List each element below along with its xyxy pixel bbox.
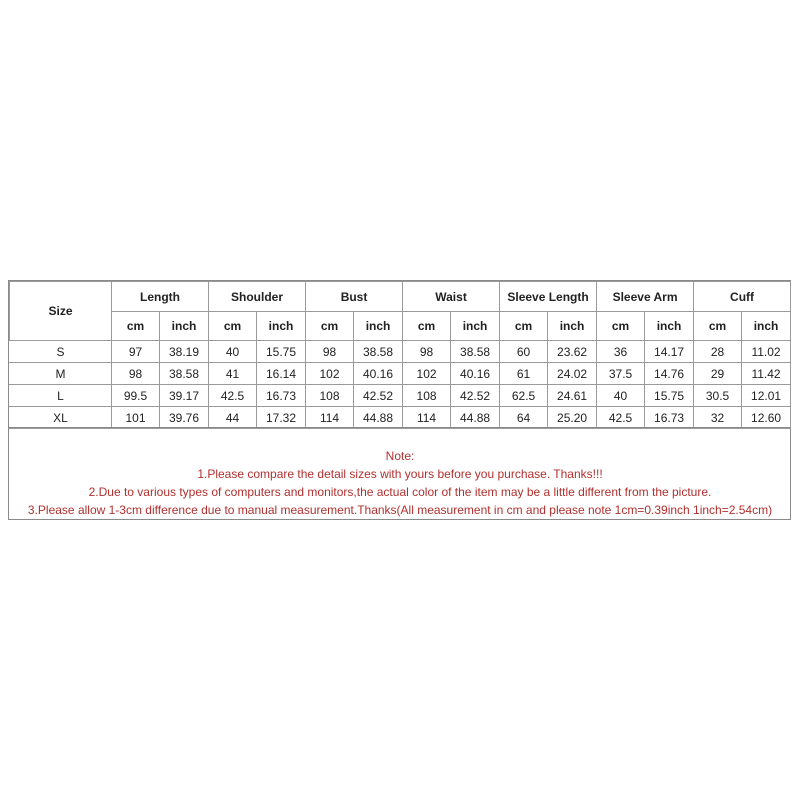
- table-cell: 102: [403, 363, 451, 385]
- table-cell: 24.61: [548, 385, 597, 407]
- table-cell: 99.5: [112, 385, 160, 407]
- table-cell: 108: [306, 385, 354, 407]
- table-cell: 102: [306, 363, 354, 385]
- table-cell: 38.19: [160, 341, 209, 363]
- unit-header-row: [10, 312, 791, 341]
- unit-header-cm: cm: [209, 312, 257, 341]
- table-row: [10, 407, 791, 429]
- group-header-length: Length: [112, 282, 209, 312]
- table-cell: 40.16: [354, 363, 403, 385]
- table-row: [10, 363, 791, 385]
- unit-header-cm: cm: [306, 312, 354, 341]
- table-cell: 12.01: [742, 385, 791, 407]
- table-cell: 16.73: [257, 385, 306, 407]
- unit-header-inch: inch: [257, 312, 306, 341]
- table-cell: 62.5: [500, 385, 548, 407]
- table-cell: 64: [500, 407, 548, 429]
- table-cell: 98: [306, 341, 354, 363]
- table-cell: 30.5: [694, 385, 742, 407]
- table-cell: 38.58: [160, 363, 209, 385]
- table-cell: 38.58: [354, 341, 403, 363]
- table-cell: 23.62: [548, 341, 597, 363]
- table-cell: 42.52: [354, 385, 403, 407]
- table-cell: 44.88: [354, 407, 403, 429]
- table-cell: 37.5: [597, 363, 645, 385]
- table-cell: 12.60: [742, 407, 791, 429]
- note-section: [9, 427, 791, 522]
- table-cell: 29: [694, 363, 742, 385]
- size-cell: L: [10, 385, 112, 407]
- table-cell: 36: [597, 341, 645, 363]
- table-cell: 42.5: [209, 385, 257, 407]
- size-header: Size: [10, 282, 112, 341]
- note-line-3: 3.Please allow 1-3cm difference due to manual measurement.Thanks(All measurement in cm and please note 1cm=0.39inch 1inch=2.54cm): [27, 503, 773, 517]
- table-cell: 16.73: [645, 407, 694, 429]
- table-cell: 98: [112, 363, 160, 385]
- table-cell: 14.76: [645, 363, 694, 385]
- table-cell: 32: [694, 407, 742, 429]
- table-row: [10, 341, 791, 363]
- table-cell: 15.75: [645, 385, 694, 407]
- unit-header-inch: inch: [548, 312, 597, 341]
- unit-header-inch: inch: [354, 312, 403, 341]
- table-cell: 40: [209, 341, 257, 363]
- table-cell: 42.52: [451, 385, 500, 407]
- unit-header-cm: cm: [694, 312, 742, 341]
- table-cell: 61: [500, 363, 548, 385]
- table-cell: 25.20: [548, 407, 597, 429]
- size-table: [9, 281, 791, 429]
- unit-header-cm: cm: [112, 312, 160, 341]
- table-cell: 42.5: [597, 407, 645, 429]
- unit-header-cm: cm: [403, 312, 451, 341]
- group-header-bust: Bust: [306, 282, 403, 312]
- table-cell: 16.14: [257, 363, 306, 385]
- table-row: [10, 385, 791, 407]
- size-cell: S: [10, 341, 112, 363]
- table-cell: 114: [403, 407, 451, 429]
- size-cell: XL: [10, 407, 112, 429]
- unit-header-inch: inch: [742, 312, 791, 341]
- table-cell: 17.32: [257, 407, 306, 429]
- table-cell: 40.16: [451, 363, 500, 385]
- table-cell: 15.75: [257, 341, 306, 363]
- unit-header-cm: cm: [597, 312, 645, 341]
- table-cell: 60: [500, 341, 548, 363]
- size-cell: M: [10, 363, 112, 385]
- group-header-shoulder: Shoulder: [209, 282, 306, 312]
- group-header-row: [10, 282, 791, 312]
- table-cell: 14.17: [645, 341, 694, 363]
- group-header-cuff: Cuff: [694, 282, 791, 312]
- table-cell: 108: [403, 385, 451, 407]
- table-cell: 11.42: [742, 363, 791, 385]
- unit-header-inch: inch: [645, 312, 694, 341]
- note-line-1: 1.Please compare the detail sizes with yours before you purchase. Thanks!!!: [197, 467, 603, 481]
- table-cell: 41: [209, 363, 257, 385]
- table-cell: 97: [112, 341, 160, 363]
- table-cell: 44.88: [451, 407, 500, 429]
- unit-header-inch: inch: [451, 312, 500, 341]
- note-line-2: 2.Due to various types of computers and monitors,the actual color of the item may be a little different from the picture.: [88, 485, 712, 499]
- group-header-sleeve-arm: Sleeve Arm: [597, 282, 694, 312]
- unit-header-cm: cm: [500, 312, 548, 341]
- table-cell: 44: [209, 407, 257, 429]
- size-chart: [8, 280, 791, 520]
- table-cell: 39.17: [160, 385, 209, 407]
- unit-header-inch: inch: [160, 312, 209, 341]
- table-cell: 38.58: [451, 341, 500, 363]
- table-cell: 39.76: [160, 407, 209, 429]
- table-cell: 101: [112, 407, 160, 429]
- table-cell: 40: [597, 385, 645, 407]
- table-cell: 28: [694, 341, 742, 363]
- group-header-sleeve-length: Sleeve Length: [500, 282, 597, 312]
- table-cell: 98: [403, 341, 451, 363]
- group-header-waist: Waist: [403, 282, 500, 312]
- table-cell: 24.02: [548, 363, 597, 385]
- table-cell: 114: [306, 407, 354, 429]
- note-title: Note:: [385, 449, 415, 463]
- table-cell: 11.02: [742, 341, 791, 363]
